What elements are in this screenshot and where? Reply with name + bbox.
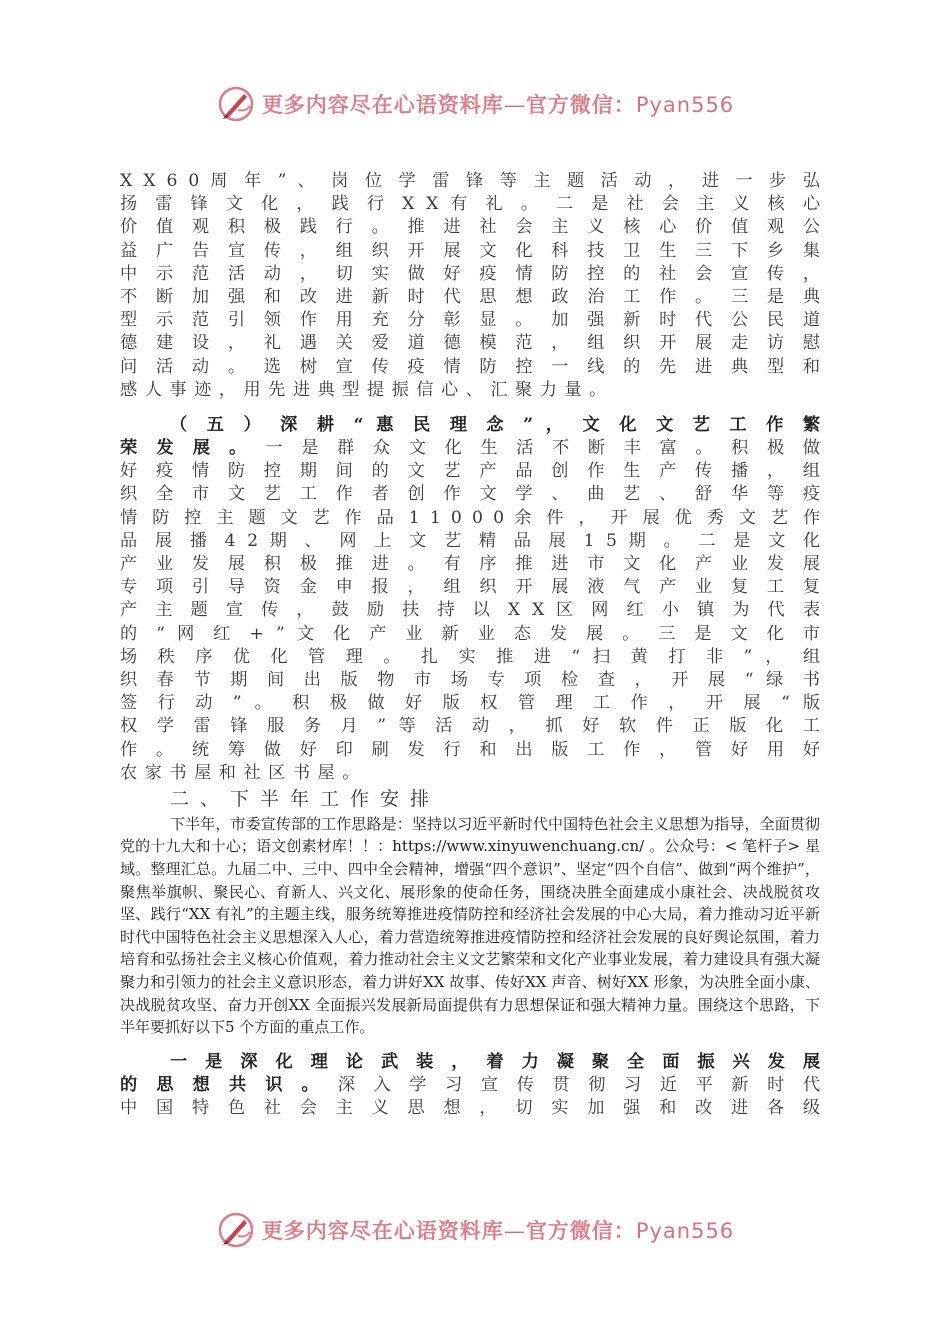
paragraph-line: 权 学 雷 锋 服 务 月 ” 等 活 动 ， 抓 好 软 件 正 版 化 工 xyxy=(120,716,820,737)
paragraph-line: 场 秩 序 优 化 管 理 。 扎 实 推 进 “ 扫 黄 打 非 ” ， 组 xyxy=(120,646,820,667)
paragraph-line: 问 活 动 。 选 树 宣 传 疫 情 防 控 一 线 的 先 进 典 型 和 xyxy=(120,356,820,377)
point1-title-line: 一 是 深 化 理 论 武 装 ， 着 力 凝 聚 全 面 振 兴 发 展 xyxy=(170,1051,820,1072)
paragraph-line: 扬 雷 锋 文 化 ， 践 行 X X 有 礼 。 二 是 社 会 主 义 核 心 xyxy=(120,194,820,215)
paragraph-line: 品 展 播 4 2 期 、 网 上 文 艺 精 品 展 1 5 期 。 二 是 文 化 xyxy=(120,530,820,551)
banner-account: Pyan556 xyxy=(635,1219,735,1243)
paragraph-line: 作 。 统 筹 做 好 印 刷 发 行 和 出 版 工 作 ， 管 好 用 好 xyxy=(120,739,820,760)
footer-banner xyxy=(0,1210,950,1250)
pen-logo-icon xyxy=(216,1210,256,1250)
header-banner xyxy=(0,84,950,124)
paragraph-line: 产 主 题 宣 传 ， 鼓 励 扶 持 以 X X 区 网 红 小 镇 为 代 表 xyxy=(120,600,820,621)
paragraph-line: 好 疫 情 防 控 期 间 的 文 艺 产 品 创 作 生 产 传 播 ， 组 xyxy=(120,461,820,482)
banner-text: 更多内容尽在心语资料库—官方微信：Pyan556 xyxy=(261,1218,735,1243)
paragraph-line: 织 全 市 文 艺 工 作 者 创 作 文 学 、 曲 艺 、 舒 华 等 疫 xyxy=(120,484,820,505)
paragraph-line: 专 项 引 导 资 金 申 报 ， 组 织 开 展 液 气 产 业 复 工 复 xyxy=(120,577,820,598)
paragraph-line: 农家书屋和社区书屋。 xyxy=(120,762,367,783)
paragraph-line: 不 断 加 强 和 改 进 新 时 代 思 想 政 治 工 作 。 三 是 典 xyxy=(120,286,820,307)
paragraph-line: 益 广 告 宣 传 ， 组 织 开 展 文 化 科 技 卫 生 三 下 乡 集 xyxy=(120,240,820,261)
paragraph-line: 产 业 发 展 积 极 推 进 。 有 序 推 进 市 文 化 产 业 发 展 xyxy=(120,554,820,574)
paragraph-line: 织 春 节 期 间 出 版 物 市 场 专 项 检 查 ， 开 展 “ 绿 书 xyxy=(120,669,820,690)
document-body xyxy=(120,170,820,1120)
point1-line: 的 思 想 共 识 。 深 入 学 习 宣 传 贯 彻 习 近 平 新 时 代 xyxy=(120,1075,820,1095)
paragraph-line: 德 建 设 ， 礼 遇 关 爱 道 德 模 范 ， 组 织 开 展 走 访 慰 xyxy=(120,333,820,354)
section5-title-line: （ 五 ） 深 耕 “ 惠 民 理 念 ” ， 文 化 文 艺 工 作 繁 xyxy=(170,414,820,435)
banner-text: 更多内容尽在心语资料库—官方微信：Pyan556 xyxy=(261,92,735,117)
paragraph-line: 中 示 范 活 动 ， 切 实 做 好 疫 情 防 控 的 社 会 宣 传 ， xyxy=(120,263,820,284)
paragraph-line: 签 行 动 ” 。 积 极 做 好 版 权 管 理 工 作 ， 开 展 “ 版 xyxy=(120,693,820,714)
section-paragraph-continuation xyxy=(120,170,820,379)
paragraph-line: X X 6 0 周 年 ” 、 岗 位 学 雷 锋 等 主 题 活 动 ， 进 一 步 弘 xyxy=(120,171,820,191)
paragraph-line: 价 值 观 积 极 践 行 。 推 进 社 会 主 义 核 心 价 值 观 公 xyxy=(120,217,820,238)
banner-account: Pyan556 xyxy=(635,93,735,117)
point1-line: 中 国 特 色 社 会 主 义 思 想 ， 切 实 加 强 和 改 进 各 级 xyxy=(120,1098,820,1119)
plan-paragraph: 下半年，市委宣传部的工作思路是：坚持以习近平新时代中国特色社会主义思想为指导，全面贯彻党的十九大和十心；语文创素材库！！：https://www.xinyuwenchuang.cn/ 。公众号：< 笔杆子> 星域。整理汇总。九届二中、三中、四中全会精神，增强“四个意识”、坚定“四个自信”、做到“两个维护”，聚焦举旗帜、聚民心、育新人、兴文化、展形象的使命任务，围绕决胜全面建成小康社会、决战脱贫攻坚、践行“XX 有礼”的主题主线，服务统筹推进疫情防控和经济社会发展的中心大局，着力推动习近平新时代中国特色社会主义思想深入人心，着力营造统筹推进疫情防控和经济社会发展的良好舆论氛围，着力培育和弘扬社会主义核心价值观，着力推动社会主义文艺繁荣和文化产业事业发展，着力建设具有强大凝聚力和引领力的社会主义意识形态，着力讲好XX 故事、传好XX 声音、树好XX 形象，为决胜全面小康、决战脱贫攻坚、奋力开创XX 全面振兴发展新局面提供有力思想保证和强大精神力量。围绕这个思路，下半年要抓好以下5 个方面的重点工作。 xyxy=(120,814,820,1037)
pen-logo-icon xyxy=(216,84,256,124)
paragraph-line: 情 防 控 主 题 文 艺 作 品 1 1 0 0 0 余 件 ， 开 展 优 秀 文 艺 作 xyxy=(120,507,820,528)
section5-paragraph xyxy=(120,460,820,761)
paragraph-line: 型 示 范 引 领 作 用 充 分 彰 显 。 加 强 新 时 代 公 民 道 xyxy=(120,310,820,331)
paragraph-line: 的 “ 网 红 + ” 文 化 产 业 新 业 态 发 展 。 三 是 文 化 市 xyxy=(120,623,820,644)
section5-line: 荣 发 展 。 一 是 群 众 文 化 生 活 不 断 丰 富 。 积 极 做 xyxy=(120,438,820,459)
section-heading: 二、下半年工作安排 xyxy=(170,787,441,810)
paragraph-line: 感人事迹，用先进典型提振信心、汇聚力量。 xyxy=(120,379,614,400)
